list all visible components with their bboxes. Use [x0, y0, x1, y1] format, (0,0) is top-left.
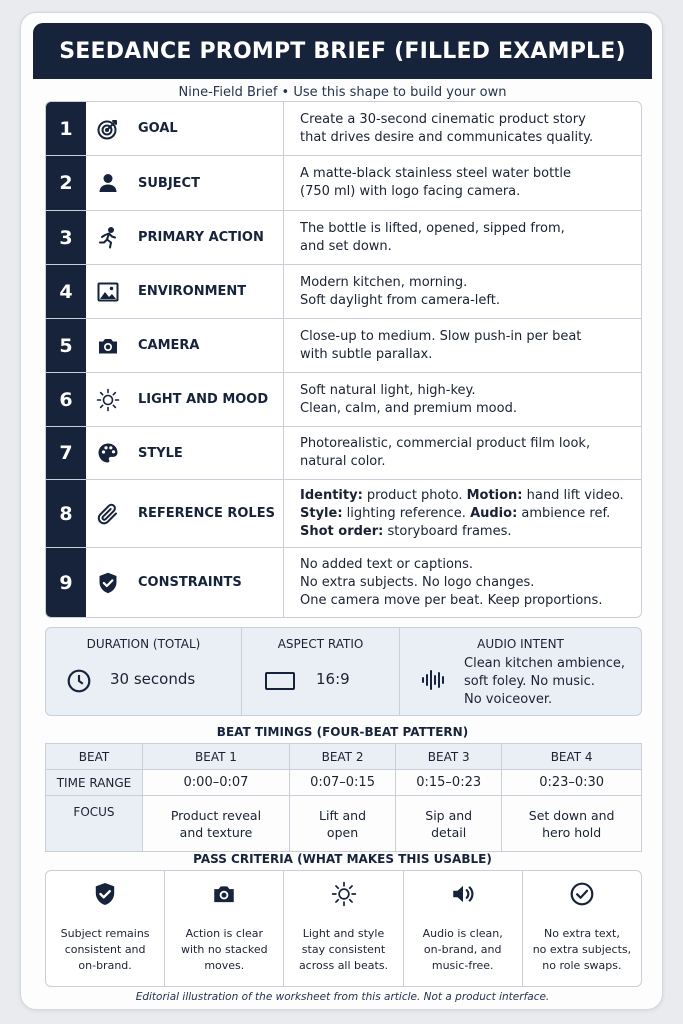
- field-label: CONSTRAINTS: [130, 548, 284, 617]
- focus-line: Lift and: [319, 807, 367, 823]
- description-line: One camera move per beat. Keep proportions.: [300, 592, 603, 608]
- shield-check-icon: [86, 548, 130, 617]
- field-number: 5: [46, 319, 86, 372]
- field-label: ENVIRONMENT: [130, 265, 284, 318]
- duration-stat: [46, 628, 242, 715]
- description-line: [300, 487, 641, 505]
- field-description: [284, 102, 641, 155]
- beats-time-row: [46, 770, 642, 796]
- field-description: [284, 480, 641, 547]
- criterion-line: no extra subjects,: [532, 943, 632, 956]
- field-description: [284, 156, 641, 210]
- duration-label: DURATION (TOTAL): [86, 637, 201, 651]
- field-number: 7: [46, 427, 86, 479]
- time-range-cell: 0:00–0:07: [143, 770, 290, 796]
- focus-line: hero hold: [542, 824, 602, 840]
- role-key: Audio:: [470, 505, 518, 521]
- criterion-text: [288, 926, 398, 974]
- description-line: Photorealistic, commercial product film look,: [300, 436, 591, 451]
- field-row-goal: [46, 102, 641, 156]
- beats-header-cell: BEAT 3: [396, 744, 502, 770]
- role-key: Motion:: [466, 487, 523, 503]
- criterion-line: moves.: [204, 959, 245, 972]
- description-line: [300, 505, 641, 523]
- pass-criterion: [284, 871, 403, 986]
- criterion-line: across all beats.: [298, 959, 389, 972]
- audio-label: AUDIO INTENT: [477, 637, 564, 651]
- description-line: that drives desire and communicates quality.: [300, 129, 594, 145]
- field-description: [284, 427, 641, 479]
- criterion-text: [527, 926, 637, 974]
- sun-icon: [86, 373, 130, 426]
- field-label: REFERENCE ROLES: [130, 480, 284, 547]
- subtitle: Nine-Field Brief • Use this shape to build your own: [178, 85, 507, 100]
- criterion-text: [50, 926, 160, 974]
- description-line: Modern kitchen, morning.: [300, 274, 468, 290]
- description-line: A matte-black stainless steel water bottle: [300, 166, 571, 181]
- beats-focus-row: [46, 796, 642, 852]
- role-key: Identity:: [300, 487, 363, 503]
- header-bar: [33, 23, 652, 79]
- role-key: Style:: [300, 505, 343, 521]
- waveform-icon: [420, 668, 448, 692]
- running-person-icon: [86, 211, 130, 264]
- image-icon: [86, 265, 130, 318]
- description-line: Create a 30-second cinematic product story: [300, 111, 586, 127]
- pass-title: PASS CRITERIA (WHAT MAKES THIS USABLE): [193, 852, 492, 866]
- field-label: SUBJECT: [130, 156, 284, 210]
- field-row-light-and-mood: [46, 373, 641, 427]
- focus-cell: [502, 796, 642, 852]
- description-line: The bottle is lifted, opened, sipped from,: [300, 220, 565, 236]
- role-value: storyboard frames.: [383, 523, 512, 539]
- beats-header-cell: BEAT 1: [143, 744, 290, 770]
- beats-table: [45, 743, 642, 852]
- pass-criterion: [523, 871, 641, 986]
- focus-line: open: [326, 824, 359, 840]
- criterion-line: consistent and: [64, 943, 146, 956]
- aspect-label: ASPECT RATIO: [277, 637, 364, 651]
- beats-header-cell: BEAT 4: [502, 744, 642, 770]
- criterion-line: Light and style: [302, 927, 385, 940]
- paperclip-icon: [86, 480, 130, 547]
- aspect-stat: [242, 628, 400, 715]
- field-number: 4: [46, 265, 86, 318]
- beats-header-cell: BEAT 2: [289, 744, 395, 770]
- person-icon: [86, 156, 130, 210]
- criterion-line: no role swaps.: [542, 959, 622, 972]
- field-row-reference-roles: [46, 480, 641, 548]
- criterion-line: on-brand.: [78, 959, 132, 972]
- criterion-line: Action is clear: [185, 927, 263, 940]
- description-line: Clean, calm, and premium mood.: [300, 400, 517, 416]
- criterion-line: No extra text,: [544, 927, 620, 940]
- fields-table: [45, 101, 642, 618]
- field-number: 2: [46, 156, 86, 210]
- criterion-line: music-free.: [431, 959, 494, 972]
- field-label: STYLE: [130, 427, 284, 479]
- criterion-line: Audio is clean,: [422, 927, 503, 940]
- stats-panel: [45, 627, 642, 716]
- criterion-text: [169, 926, 279, 974]
- description-line: Soft daylight from camera-left.: [300, 292, 500, 308]
- description-line: and set down.: [300, 238, 392, 254]
- rectangle-icon: [264, 670, 296, 692]
- field-description: [284, 265, 641, 318]
- role-value: lighting reference.: [342, 505, 471, 521]
- palette-icon: [86, 427, 130, 479]
- role-value: hand lift video.: [522, 487, 624, 503]
- field-row-camera: [46, 319, 641, 373]
- time-range-cell: 0:07–0:15: [289, 770, 395, 796]
- description-line: Soft natural light, high-key.: [300, 382, 476, 398]
- criterion-line: with no stacked: [181, 943, 268, 956]
- description-line: (750 ml) with logo facing camera.: [300, 184, 521, 199]
- pass-criterion: [404, 871, 523, 986]
- description-line: natural color.: [300, 454, 386, 469]
- pass-criterion: [46, 871, 165, 986]
- beats-header-cell: BEAT: [46, 744, 143, 770]
- description-line: Close-up to medium. Slow push-in per beat: [300, 328, 582, 344]
- field-label: PRIMARY ACTION: [130, 211, 284, 264]
- pass-criterion: [165, 871, 284, 986]
- brief-card: [20, 12, 663, 1010]
- field-label: GOAL: [130, 102, 284, 155]
- description-line: [300, 523, 641, 541]
- description-line: No added text or captions.: [300, 556, 474, 572]
- time-range-cell: 0:23–0:30: [502, 770, 642, 796]
- time-range-label: TIME RANGE: [46, 770, 143, 796]
- page-title: SEEDANCE PROMPT BRIEF (FILLED EXAMPLE): [59, 38, 626, 64]
- criterion-line: stay consistent: [301, 943, 386, 956]
- field-row-primary-action: [46, 211, 641, 265]
- footer-note: Editorial illustration of the worksheet from this article. Not a product interface.: [135, 991, 550, 1003]
- beats-title: BEAT TIMINGS (FOUR-BEAT PATTERN): [216, 725, 469, 739]
- focus-cell: [396, 796, 502, 852]
- description-line: with subtle parallax.: [300, 346, 433, 362]
- field-description: [284, 211, 641, 264]
- field-number: 1: [46, 102, 86, 155]
- duration-value: 30 seconds: [110, 670, 196, 688]
- focus-line: and texture: [179, 824, 253, 840]
- focus-line: Set down and: [528, 807, 615, 823]
- field-description: [284, 548, 641, 617]
- field-description: [284, 319, 641, 372]
- time-range-cell: 0:15–0:23: [396, 770, 502, 796]
- description-line: No extra subjects. No logo changes.: [300, 574, 535, 590]
- criterion-line: Subject remains: [60, 927, 150, 940]
- focus-cell: [143, 796, 290, 852]
- role-value: ambience ref.: [517, 505, 611, 521]
- role-value: product photo.: [362, 487, 467, 503]
- criterion-text: [408, 926, 518, 974]
- field-number: 3: [46, 211, 86, 264]
- camera-icon: [86, 319, 130, 372]
- target-icon: [86, 102, 130, 155]
- field-row-subject: [46, 156, 641, 211]
- focus-line: Sip and: [425, 807, 473, 823]
- clock-icon: [66, 668, 92, 694]
- field-number: 8: [46, 480, 86, 547]
- focus-line: Product reveal: [170, 807, 262, 823]
- field-number: 9: [46, 548, 86, 617]
- audio-description: Clean kitchen ambience, soft foley. No music. No voiceover.: [464, 656, 626, 707]
- field-label: CAMERA: [130, 319, 284, 372]
- role-key: Shot order:: [300, 523, 384, 539]
- aspect-value: 16:9: [316, 670, 350, 688]
- focus-line: detail: [431, 824, 467, 840]
- field-row-constraints: [46, 548, 641, 617]
- criterion-line: on-brand, and: [423, 943, 502, 956]
- focus-cell: [289, 796, 395, 852]
- audio-stat: [400, 628, 641, 715]
- field-row-style: [46, 427, 641, 480]
- field-description: [284, 373, 641, 426]
- field-label: LIGHT AND MOOD: [130, 373, 284, 426]
- pass-criteria: [45, 870, 642, 987]
- field-row-environment: [46, 265, 641, 319]
- beats-header-row: [46, 744, 642, 770]
- field-number: 6: [46, 373, 86, 426]
- focus-label: FOCUS: [46, 796, 143, 852]
